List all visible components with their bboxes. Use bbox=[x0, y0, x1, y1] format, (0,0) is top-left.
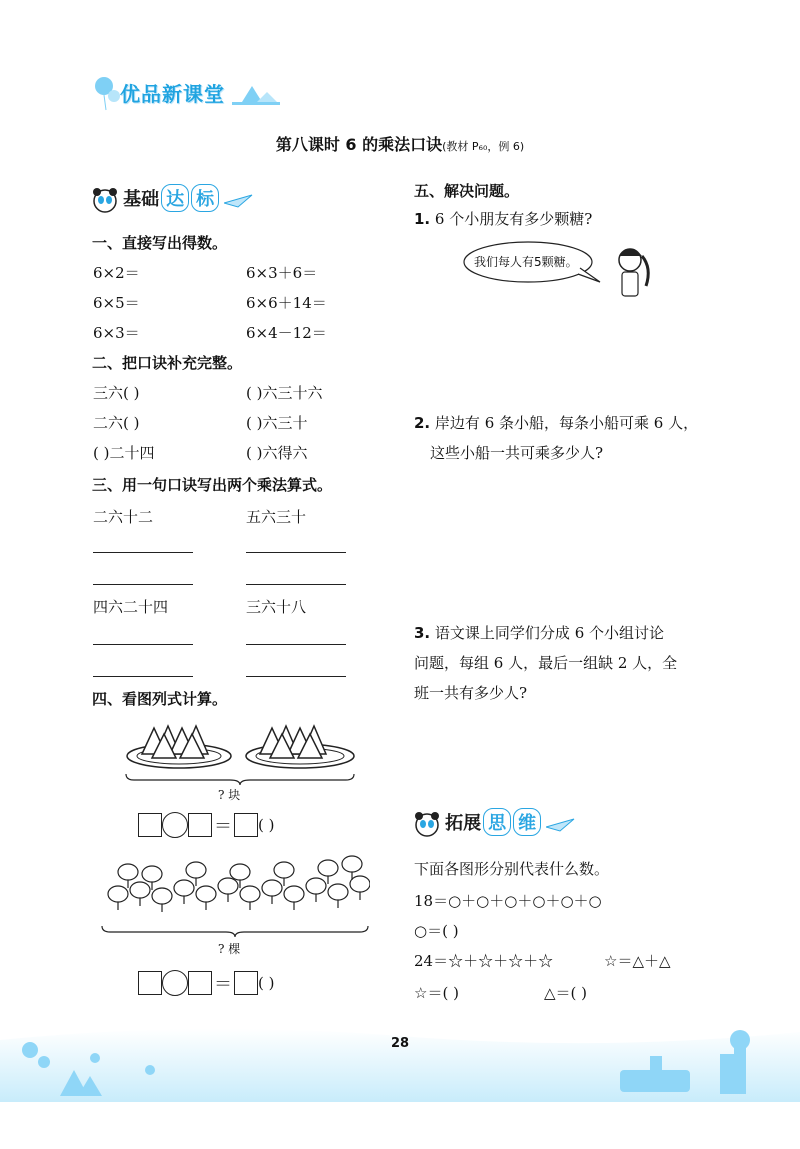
extension-intro: 下面各图形分别代表什么数。 bbox=[414, 860, 610, 878]
question-3 bbox=[414, 618, 677, 708]
q2-text-line2: 这些小船一共可乘多少人? bbox=[430, 444, 604, 462]
basic-badge-text2: 达 bbox=[161, 184, 189, 212]
extension-line2: ○＝( ) bbox=[414, 922, 459, 940]
speech-bubble-text: 我们每人有5颗糖。 bbox=[474, 255, 578, 269]
basic-badge-text1: 基础 bbox=[123, 189, 160, 210]
q2-text-line1: 岸边有 6 条小船，每条小船可乘 6 人， bbox=[434, 414, 699, 432]
section3-heading: 三、用一句口诀写出两个乘法算式。 bbox=[92, 476, 333, 494]
extension-line4b: △＝( ) bbox=[544, 984, 588, 1002]
answer-line[interactable] bbox=[93, 552, 193, 553]
panda-icon bbox=[92, 188, 118, 214]
lesson-title-ref: (教材 P₆₀，例 6) bbox=[442, 140, 525, 153]
answer-line[interactable] bbox=[93, 676, 193, 677]
operator-circle[interactable] bbox=[162, 970, 188, 996]
q1-text: 6 个小朋友有多少颗糖? bbox=[434, 210, 593, 228]
panda-icon bbox=[414, 812, 440, 838]
answer-line[interactable] bbox=[246, 552, 346, 553]
blank-box[interactable] bbox=[234, 813, 258, 837]
brace-icon bbox=[124, 772, 356, 786]
extension-line1: 18＝○＋○＋○＋○＋○＋○ bbox=[414, 892, 602, 910]
lesson-title-main: 第八课时 6 的乘法口诀 bbox=[275, 135, 443, 154]
q1-number: 1. bbox=[414, 210, 431, 228]
q3-text-line3: 班一共有多少人? bbox=[414, 684, 528, 702]
blank-box[interactable] bbox=[138, 971, 162, 995]
trees-icon bbox=[100, 850, 370, 922]
s1-item: 6×5＝ bbox=[93, 294, 140, 312]
section2-heading: 二、把口诀补充完整。 bbox=[92, 354, 243, 372]
blank-box[interactable] bbox=[188, 971, 212, 995]
page-number: 28 bbox=[390, 1036, 410, 1051]
s2-item: 三六( ) bbox=[93, 384, 140, 402]
question-2 bbox=[414, 408, 698, 468]
equation-row-1 bbox=[138, 812, 274, 838]
extension-line3a: 24＝☆＋☆＋☆＋☆ bbox=[414, 952, 554, 970]
s2-item: ( )六三十六 bbox=[246, 384, 323, 402]
basic-badge-text3: 标 bbox=[191, 184, 219, 212]
watermelon-plates-icon bbox=[124, 716, 356, 772]
pieces-label: ? 块 bbox=[218, 788, 241, 802]
s3-item: 四六二十四 bbox=[93, 598, 169, 616]
brand-logo bbox=[92, 72, 282, 112]
extension-line4a: ☆＝( ) bbox=[414, 984, 459, 1002]
ext-badge-text3: 维 bbox=[513, 808, 541, 836]
s2-item: ( )六得六 bbox=[246, 444, 308, 462]
s1-item: 6×6＋14＝ bbox=[246, 294, 327, 312]
s3-item: 二六十二 bbox=[93, 508, 154, 526]
equation-row-2 bbox=[138, 970, 274, 996]
lesson-title bbox=[0, 132, 800, 155]
brace-icon bbox=[100, 924, 370, 938]
answer-line[interactable] bbox=[93, 584, 193, 585]
answer-line[interactable] bbox=[246, 584, 346, 585]
q3-text-line2: 问题，每组 6 人，最后一组缺 2 人，全 bbox=[414, 654, 678, 672]
section1-heading: 一、直接写出得数。 bbox=[92, 234, 228, 252]
section5-heading: 五、解决问题。 bbox=[414, 182, 520, 200]
s3-item: 三六十八 bbox=[246, 598, 307, 616]
s1-item: 6×4－12＝ bbox=[246, 324, 327, 342]
operator-circle[interactable] bbox=[162, 812, 188, 838]
s3-item: 五六三十 bbox=[246, 508, 307, 526]
basic-badge bbox=[92, 184, 254, 214]
paper-plane-icon bbox=[546, 817, 576, 833]
s2-item: ( )二十四 bbox=[93, 444, 155, 462]
s1-item: 6×2＝ bbox=[93, 264, 140, 282]
brand-text: 优品新课堂 bbox=[120, 82, 225, 106]
blank-box[interactable] bbox=[188, 813, 212, 837]
q2-number: 2. bbox=[414, 414, 431, 432]
extension-line3b: ☆＝△＋△ bbox=[604, 952, 671, 970]
extension-badge bbox=[414, 808, 576, 838]
q3-number: 3. bbox=[414, 624, 431, 642]
question-1 bbox=[414, 204, 592, 234]
s2-item: ( )六三十 bbox=[246, 414, 308, 432]
speech-bubble-girl-icon bbox=[462, 238, 672, 308]
blank-box[interactable] bbox=[138, 813, 162, 837]
ext-badge-text2: 思 bbox=[483, 808, 511, 836]
answer-line[interactable] bbox=[246, 676, 346, 677]
trees-label: ? 棵 bbox=[218, 942, 241, 956]
unit-blank[interactable]: ( ) bbox=[258, 816, 275, 834]
equals-sign: ＝ bbox=[214, 816, 232, 837]
footer-decoration-icon bbox=[0, 1010, 800, 1102]
unit-blank[interactable]: ( ) bbox=[258, 974, 275, 992]
section4-heading: 四、看图列式计算。 bbox=[92, 690, 228, 708]
s1-item: 6×3＝ bbox=[93, 324, 140, 342]
ext-badge-text1: 拓展 bbox=[445, 813, 482, 834]
paper-plane-icon bbox=[224, 193, 254, 209]
s2-item: 二六( ) bbox=[93, 414, 140, 432]
blank-box[interactable] bbox=[234, 971, 258, 995]
equals-sign: ＝ bbox=[214, 974, 232, 995]
s1-item: 6×3＋6＝ bbox=[246, 264, 318, 282]
answer-line[interactable] bbox=[93, 644, 193, 645]
answer-line[interactable] bbox=[246, 644, 346, 645]
q3-text-line1: 语文课上同学们分成 6 个小组讨论 bbox=[434, 624, 665, 642]
